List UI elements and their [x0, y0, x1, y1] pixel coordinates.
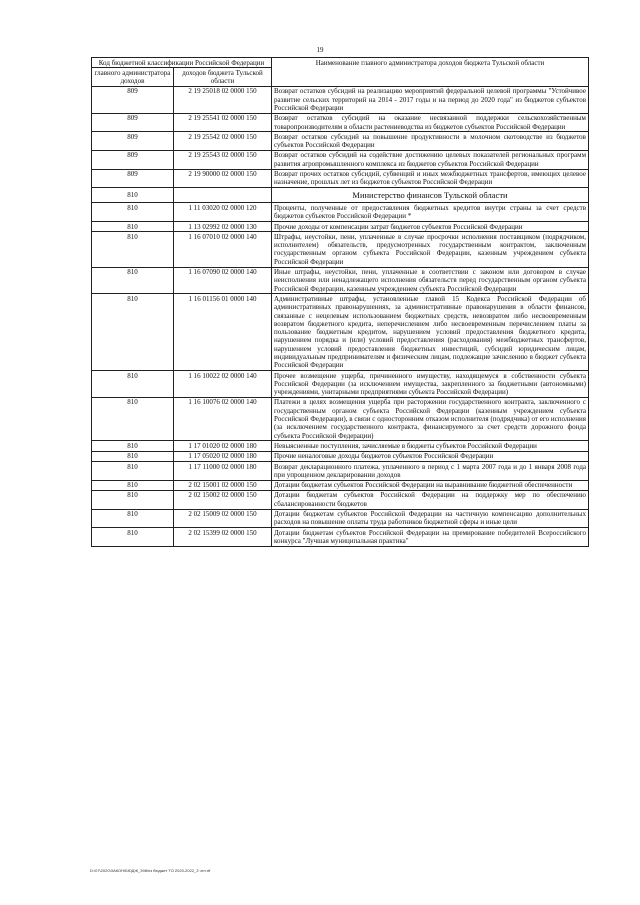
admin-code-cell: 809 [92, 169, 174, 188]
admin-code-cell: 810 [92, 462, 174, 481]
table-row [92, 397, 589, 440]
description-cell: Возврат остатков субсидий на повышение продуктивности в молочном скотоводстве из бюджетов субъектов Российской Федерации [272, 132, 589, 151]
table-row [92, 113, 589, 132]
table-row [92, 451, 589, 461]
description-cell: Дотации бюджетам субъектов Российской Федерации на поддержку мер по обеспечению сбалансированности бюджетов [272, 490, 589, 509]
description-cell: Проценты, полученные от предоставления бюджетных кредитов внутри страны за счет средств бюджетов субъектов Российской Федерации * [272, 203, 589, 222]
description-cell: Невыясненные поступления, зачисляемые в бюджеты субъектов Российской Федерации [272, 441, 589, 451]
description-cell: Министерство финансов Тульской области [272, 188, 589, 203]
table-row [92, 480, 589, 490]
table-row [92, 169, 589, 188]
income-code-cell: 2 02 15399 02 0000 150 [174, 528, 272, 547]
description-cell: Прочие доходы от компенсации затрат бюджетов субъектов Российской Федерации [272, 222, 589, 232]
admin-code-cell: 810 [92, 397, 174, 440]
description-cell: Прочие неналоговые доходы бюджетов субъектов Российской Федерации [272, 451, 589, 461]
income-code-cell [174, 188, 272, 203]
description-cell: Возврат остатков субсидий на оказание несвязанной поддержки сельскохозяйственным товаропроизводителям в области растениеводства из бюджетов субъектов Российской Федерации [272, 113, 589, 132]
description-cell: Возврат прочих остатков субсидий, субвенций и иных межбюджетных трансфертов, имеющих целевое назначение, прошлых лет из бюджетов субъектов Российской Федерации [272, 169, 589, 188]
income-code-cell: 2 02 15009 02 0000 150 [174, 509, 272, 528]
income-code-cell: 2 02 15002 02 0000 150 [174, 490, 272, 509]
income-code-cell: 1 17 01020 02 0000 180 [174, 441, 272, 451]
description-cell: Дотации бюджетам субъектов Российской Федерации на частичную компенсацию дополнительных расходов на повышение оплаты труда работников бюджетной сферы и иные цели [272, 509, 589, 528]
description-cell: Штрафы, неустойки, пени, уплаченные в случае просрочки исполнения поставщиком (подрядчиком, исполнителем) обязательств, предусмотренных государственным контрактом, заключенным государственным органом субъекта Российской Федерации, казенным учреждением субъекта Российской Федерации [272, 232, 589, 267]
table-row [92, 371, 589, 398]
table-row [92, 528, 589, 547]
table-row [92, 267, 589, 294]
income-code-cell: 1 16 10076 02 0000 140 [174, 397, 272, 440]
table-row [92, 203, 589, 222]
description-cell: Возврат остатков субсидий на реализацию мероприятий федеральной целевой программы "Устойчивое развитие сельских территорий на 2014 - 2017 годы и на период до 2020 года" из бюджетов субъектов Российской Федерации [272, 86, 589, 113]
description-cell: Платежи в целях возмещения ущерба при расторжении государственного контракта, заключенного с государственным органом субъекта Российской Федерации (казенным учреждением субъекта Российской Федерации), в связи с односторонним отказом исполнителя (подрядчика) от его исполнения (за исключением государственного контракта, финансируемого за счет средств дорожного фонда субъекта Российской Федерации) [272, 397, 589, 440]
header-income-code: доходов бюджета Тульской области [174, 68, 272, 87]
income-code-cell: 1 13 02992 02 0000 130 [174, 222, 272, 232]
header-admin-name: Наименование главного администратора доходов бюджета Тульской области [272, 58, 589, 87]
admin-code-cell: 810 [92, 371, 174, 398]
admin-code-cell: 810 [92, 528, 174, 547]
income-admin-table [91, 57, 589, 547]
income-code-cell: 1 16 10022 02 0000 140 [174, 371, 272, 398]
section-row [92, 188, 589, 203]
income-code-cell: 2 19 25543 02 0000 150 [174, 150, 272, 169]
description-cell: Административные штрафы, установленные главой 15 Кодекса Российской Федерации об административных правонарушениях, за административные правонарушения в области финансов, связанные с нецелевым использованием бюджетных средств, невозвратом либо несвоевременным возвратом бюджетного кредита, неперечислением либо несвоевременным перечислением платы за пользование бюджетным кредитом, нарушением условий предоставления бюджетного кредита, нарушением порядка и (или) условий предоставления (расходования) межбюджетных трансфертов, нарушением условий предоставления бюджетных инвестиций, субсидий юридическим лицам, индивидуальным предпринимателям и физическим лицам, подлежащие зачислению в бюджет субъекта Российской Федерации [272, 294, 589, 371]
table-row [92, 462, 589, 481]
income-code-cell: 2 19 25018 02 0000 150 [174, 86, 272, 113]
header-main-admin: главного администратора доходов [92, 68, 174, 87]
income-code-cell: 1 17 05020 02 0000 180 [174, 451, 272, 461]
description-cell: Дотации бюджетам субъектов Российской Федерации на выравнивание бюджетной обеспеченности [272, 480, 589, 490]
admin-code-cell: 810 [92, 232, 174, 267]
admin-code-cell: 810 [92, 267, 174, 294]
description-cell: Иные штрафы, неустойки, пени, уплаченные в соответствии с законом или договором в случае неисполнения или ненадлежащего исполнения обязательств перед государственным органом субъекта Российской Федерации, казенным учреждением субъекта Российской Федерации [272, 267, 589, 294]
header-budget-classification: Код бюджетной классификации Российской Федерации [92, 58, 272, 68]
income-code-cell: 1 16 07010 02 0000 140 [174, 232, 272, 267]
admin-code-cell: 810 [92, 188, 174, 203]
table-row [92, 150, 589, 169]
income-code-cell: 1 17 11000 02 0000 180 [174, 462, 272, 481]
admin-code-cell: 809 [92, 113, 174, 132]
admin-code-cell: 809 [92, 86, 174, 113]
income-code-cell: 1 11 03020 02 0000 120 [174, 203, 272, 222]
admin-code-cell: 810 [92, 203, 174, 222]
table-row [92, 441, 589, 451]
admin-code-cell: 810 [92, 441, 174, 451]
admin-code-cell: 810 [92, 294, 174, 371]
admin-code-cell: 810 [92, 222, 174, 232]
table-body [92, 86, 589, 546]
table-row [92, 132, 589, 151]
admin-code-cell: 810 [92, 480, 174, 490]
table-row [92, 294, 589, 371]
admin-code-cell: 810 [92, 490, 174, 509]
income-code-cell: 2 19 25542 02 0000 150 [174, 132, 272, 151]
income-code-cell: 2 19 25541 02 0000 150 [174, 113, 272, 132]
admin-code-cell: 810 [92, 451, 174, 461]
income-code-cell: 2 02 15001 02 0000 150 [174, 480, 272, 490]
table-row [92, 86, 589, 113]
admin-code-cell: 810 [92, 509, 174, 528]
income-code-cell: 2 19 90000 02 0000 150 [174, 169, 272, 188]
page-number: 19 [316, 46, 324, 54]
file-path-footer: D:\07\2020\ЗАКОН\БЮДЖ_398\пз бюджет ТО 2020-2022_3 чтн.rtf [90, 868, 211, 873]
income-code-cell: 1 16 01156 01 0000 140 [174, 294, 272, 371]
table-row [92, 232, 589, 267]
description-cell: Возврат остатков субсидий на содействие достижению целевых показателей региональных программ развития агропромышленного комплекса из бюджетов субъектов Российской Федерации [272, 150, 589, 169]
admin-code-cell: 809 [92, 132, 174, 151]
income-code-cell: 1 16 07090 02 0000 140 [174, 267, 272, 294]
table-row [92, 222, 589, 232]
table-row [92, 509, 589, 528]
admin-code-cell: 809 [92, 150, 174, 169]
table-row [92, 490, 589, 509]
description-cell: Возврат декларационного платежа, уплаченного в период с 1 марта 2007 года и до 1 января 2008 года при упрощенном декларировании доходов [272, 462, 589, 481]
description-cell: Прочее возмещение ущерба, причиненного имуществу, находящемуся в собственности субъекта Российской Федерации (за исключением имущества, закрепленного за бюджетными (автономными) учреждениями, унитарными предприятиями субъекта Российской Федерации) [272, 371, 589, 398]
description-cell: Дотации бюджетам субъектов Российской Федерации на премирование победителей Всероссийского конкурса "Лучшая муниципальная практика" [272, 528, 589, 547]
